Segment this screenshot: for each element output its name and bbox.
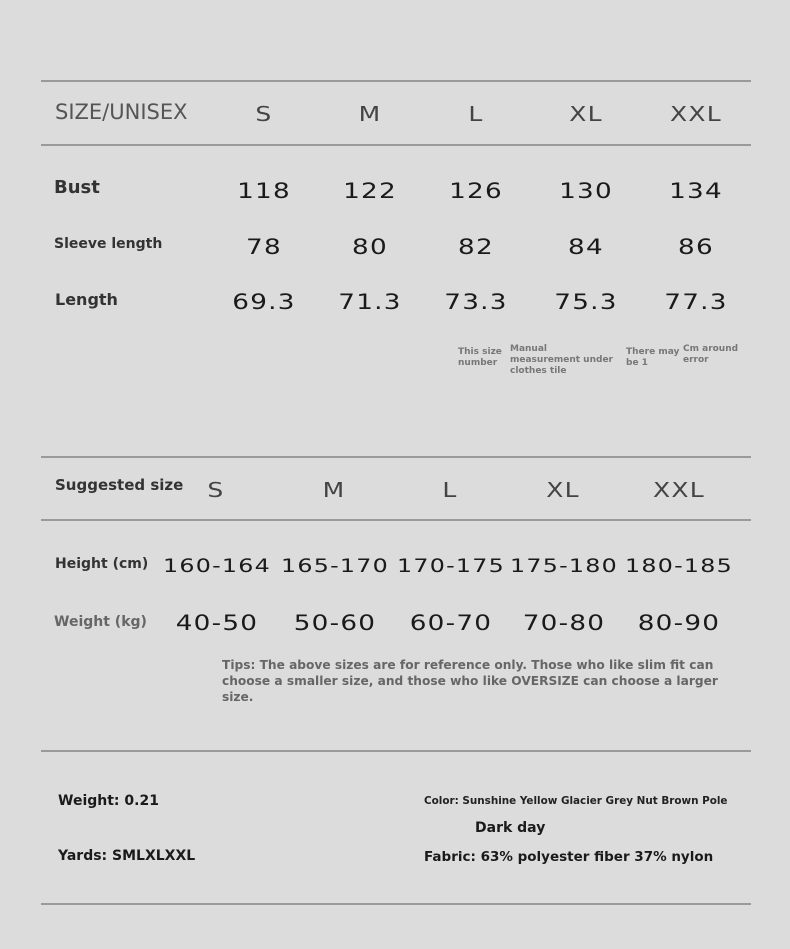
size-tips: Tips: The above sizes are for reference only. Those who like slim fit can choose a smaller size, and those who like OVERSIZE can choose a larger size. xyxy=(222,658,718,704)
row-label-height: Height (cm) xyxy=(55,556,149,572)
table-cell: 71.3 xyxy=(338,290,402,314)
table-cell: 86 xyxy=(678,235,714,259)
divider xyxy=(41,750,751,752)
table-cell: 126 xyxy=(449,179,503,203)
suggested-size-column-header: M xyxy=(322,478,346,502)
size-column-header: M xyxy=(358,102,382,126)
divider xyxy=(41,903,751,905)
table-cell: 160-164 xyxy=(162,555,271,577)
table-cell: 40-50 xyxy=(175,611,259,635)
product-yards: Yards: SMLXLXXL xyxy=(58,848,196,864)
divider xyxy=(41,519,751,521)
table-cell: 118 xyxy=(237,179,291,203)
row-label-sleeve-length: Sleeve length xyxy=(54,236,163,252)
suggested-size-header-label: Suggested size xyxy=(55,476,184,494)
size-table-header-label: SIZE/UNISEX xyxy=(55,100,188,124)
table-cell: 77.3 xyxy=(664,290,728,314)
table-cell: 73.3 xyxy=(444,290,508,314)
suggested-size-column-header: XXL xyxy=(653,478,705,502)
row-label-bust: Bust xyxy=(54,177,100,198)
size-column-header: L xyxy=(468,102,484,126)
table-cell: 180-185 xyxy=(624,555,733,577)
suggested-size-column-header: S xyxy=(207,478,225,502)
suggested-size-column-header: L xyxy=(442,478,458,502)
table-cell: 122 xyxy=(343,179,397,203)
product-fabric: Fabric: 63% polyester fiber 37% nylon xyxy=(424,849,714,865)
divider xyxy=(41,80,751,82)
table-cell: 80 xyxy=(352,235,388,259)
table-cell: 84 xyxy=(568,235,604,259)
size-column-header: XXL xyxy=(670,102,722,126)
measurement-note: Cm around error xyxy=(683,344,739,365)
table-cell: 82 xyxy=(458,235,494,259)
measurement-note: This size number xyxy=(458,347,502,368)
table-cell: 60-70 xyxy=(409,611,493,635)
suggested-size-column-header: XL xyxy=(546,478,580,502)
size-column-header: S xyxy=(255,102,273,126)
size-column-header: XL xyxy=(569,102,603,126)
product-color: Color: Sunshine Yellow Glacier Grey Nut Brown Pole xyxy=(424,795,728,807)
product-weight: Weight: 0.21 xyxy=(58,793,159,809)
row-label-weight: Weight (kg) xyxy=(54,614,147,630)
table-cell: 50-60 xyxy=(293,611,377,635)
product-color-continued: Dark day xyxy=(475,820,546,836)
measurement-note: Manual measurement under clothes tile xyxy=(510,344,613,376)
table-cell: 175-180 xyxy=(509,555,618,577)
divider xyxy=(41,456,751,458)
divider xyxy=(41,144,751,146)
measurement-note: There may be 1 xyxy=(626,347,680,368)
table-cell: 134 xyxy=(669,179,723,203)
table-cell: 130 xyxy=(559,179,613,203)
table-cell: 75.3 xyxy=(554,290,618,314)
table-cell: 80-90 xyxy=(637,611,721,635)
table-cell: 69.3 xyxy=(232,290,296,314)
table-cell: 165-170 xyxy=(280,555,389,577)
table-cell: 170-175 xyxy=(396,555,505,577)
row-label-length: Length xyxy=(55,290,118,309)
table-cell: 78 xyxy=(246,235,282,259)
table-cell: 70-80 xyxy=(522,611,606,635)
